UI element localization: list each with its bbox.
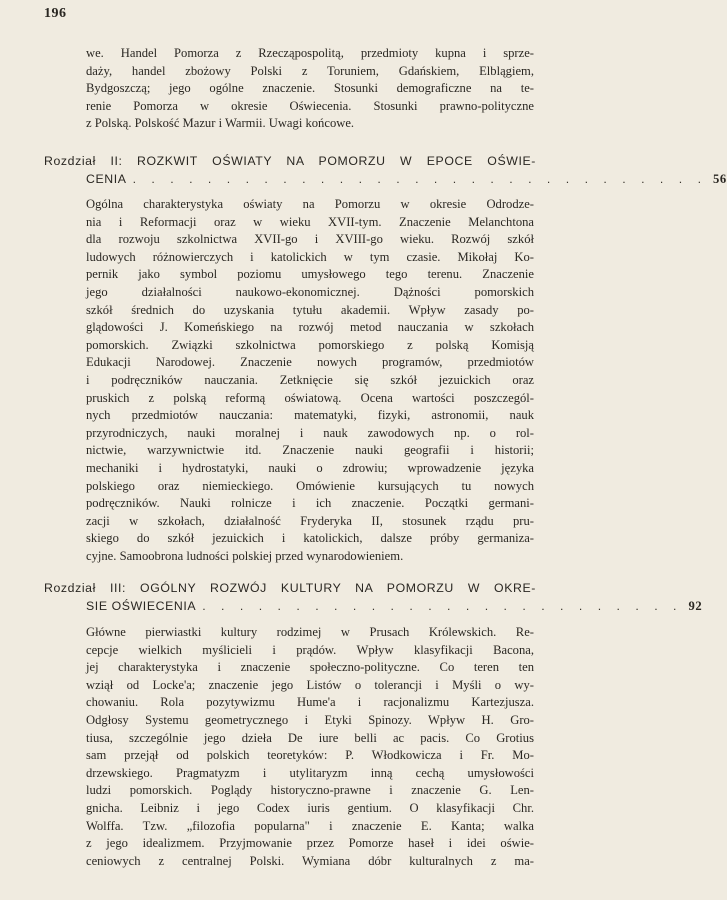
text-line: cyjne. Samoobrona ludności polskiej przed wynarodowieniem.: [86, 548, 404, 563]
text-line: nia i Reformacji oraz w wieku XVII-tym. Znaczenie Melanchtona: [86, 214, 534, 229]
paragraph-chapter2-summary: [86, 196, 534, 565]
leader-dots: . . . . . . . . . . . . . . . . . . . . . . . . . . . . . . .: [132, 171, 707, 186]
text-line: szkół średnich do uzyskania tytułu akademii. Wpływ zasady po-: [86, 302, 534, 317]
text-line: Główne pierwiastki kultury rodzimej w Prusach Królewskich. Re-: [86, 625, 534, 639]
chapter-2-heading: [44, 153, 727, 188]
text-line: z Polską. Polskość Mazur i Warmii. Uwagi końcowe.: [86, 116, 355, 131]
text-line: Bydgoszczą; jego ogólne znaczenie. Stosunki demograficzne na te-: [86, 81, 534, 96]
text-line: renie Pomorza w okresie Oświecenia. Stosunki prawno-polityczne: [86, 98, 534, 113]
text-line: gnicha. Leibniz i jego Codex iuris gentium. O klasyfikacji Chr.: [86, 800, 534, 815]
text-line: Ogólna charakterystyka oświaty na Pomorzu w okresie Odrodze-: [86, 197, 534, 211]
text-line: tiusa, szczególnie jego dzieła De iure belli ac pacis. Co Grotius: [86, 730, 534, 745]
text-line: jego działalności naukowo-ekonomicznej. Dążności pomorskich: [86, 284, 534, 299]
text-line: glądowości J. Komeńskiego na rozwój metod nauczania w szkołach: [86, 320, 534, 335]
text-line: Edukacji Narodowej. Znaczenie nowych programów, przedmiotów: [86, 355, 534, 370]
chapter-title-continuation: [44, 171, 727, 189]
text-line: cepcje wielkich myślicieli i prądów. Wpływ klasyfikacji Bacona,: [86, 642, 534, 657]
text-line: drzewskiego. Pragmatyzm i utylitaryzm inną cechą umysłowości: [86, 765, 534, 780]
text-line: we. Handel Pomorza z Rzecząpospolitą, przedmioty kupna i sprze-: [86, 46, 534, 60]
chapter-title-continuation: [44, 598, 703, 616]
text-line: dla rozwoju szkolnictwa XVII-go i XVIII-go wieku. Rozwój szkół: [86, 232, 534, 247]
text-line: mechaniki i hydrostatyki, nauki o zdrowiu; wprowadzenie języka: [86, 460, 534, 475]
text-line: z jego idealizmem. Przyjmowanie przez Pomorze haseł i idei oświe-: [86, 836, 534, 851]
text-line: chowaniu. Rola pozytywizmu Hume'a i racjonalizmu Kartezjusza.: [86, 695, 534, 710]
text-line: ludowych różnowierczych i katolickich w tym czasie. Mikołaj Ko-: [86, 249, 534, 264]
paragraph-chapter1-tail: [86, 45, 534, 133]
page-number: 196: [44, 6, 67, 21]
text-line: nictwie, warzywnictwie itd. Znaczenie nauki geografii i historii;: [86, 443, 534, 458]
text-line: przyrodniczych, nauki moralnej i nauk zawodowych np. o rol-: [86, 425, 534, 440]
text-line: zacji w szkołach, działalność Fryderyka II, stosunek rządu pru-: [86, 513, 534, 528]
paragraph-chapter3-summary: [86, 624, 534, 870]
text-line: ceniowych z centralnej Polski. Wymiana dóbr kulturalnych z ma-: [86, 853, 534, 868]
text-line: pernik jako symbol poziomu umysłowego tego terenu. Znaczenie: [86, 267, 534, 282]
chapter-3-heading: [44, 580, 703, 615]
text-line: ludzi pomorskich. Poglądy historyczno-prawne i znaczenie G. Len-: [86, 783, 534, 798]
chapter-page-number: 92: [688, 598, 703, 613]
text-line: wziął od Locke'a; znaczenie jego Listów o tolerancji i Myśli o wy-: [86, 677, 534, 692]
text-line: pruskich z polską reformą oświatową. Ocena wartości poszczegól-: [86, 390, 534, 405]
text-line: polskiego oraz niemieckiego. Omówienie kursujących tu nowych: [86, 478, 534, 493]
text-line: pomorskich. Związki szkolnictwa pomorskiego z polską Komisją: [86, 337, 534, 352]
text-line: skiego do szkół jezuickich i katolickich, dalsze próby germaniza-: [86, 531, 534, 546]
text-line: jej charakterystyka i znaczenie społeczno-polityczne. Co teren ten: [86, 660, 534, 675]
chapter-page-number: 56: [713, 171, 727, 186]
chapter-title-line: Rozdział III: OGÓLNY ROZWÓJ KULTURY NA POMORZU W OKRE-: [44, 581, 536, 595]
chapter-title-line: Rozdział II: ROZKWIT OŚWIATY NA POMORZU W EPOCE OŚWIE-: [44, 154, 536, 168]
text-line: nych przedmiotów nauczania: matematyki, fizyki, astronomii, nauk: [86, 408, 534, 423]
text-line: podręczników. Nauki rolnicze i ich znaczenie. Początki germani-: [86, 496, 534, 511]
text-line: sam przejął od polskich teoretyków: P. Włodkowicza i Fr. Mo-: [86, 748, 534, 763]
text-line: daży, handel zbożowy Polski z Toruniem, Gdańskiem, Elblągiem,: [86, 63, 534, 78]
text-line: i podręczników nauczania. Zetknięcie się szkół jezuickich oraz: [86, 372, 534, 387]
leader-dots: . . . . . . . . . . . . . . . . . . . . . . . . . .: [202, 598, 683, 613]
chapter-title-line: SIE OŚWIECENIA: [86, 598, 197, 613]
text-line: Wolffa. Tzw. „filozofia popularna" i znaczenie E. Kanta; walka: [86, 818, 534, 833]
text-line: Odgłosy Systemu geometrycznego i Etyki Spinozy. Wpływ H. Gro-: [86, 712, 534, 727]
chapter-title-line: CENIA: [86, 171, 127, 186]
